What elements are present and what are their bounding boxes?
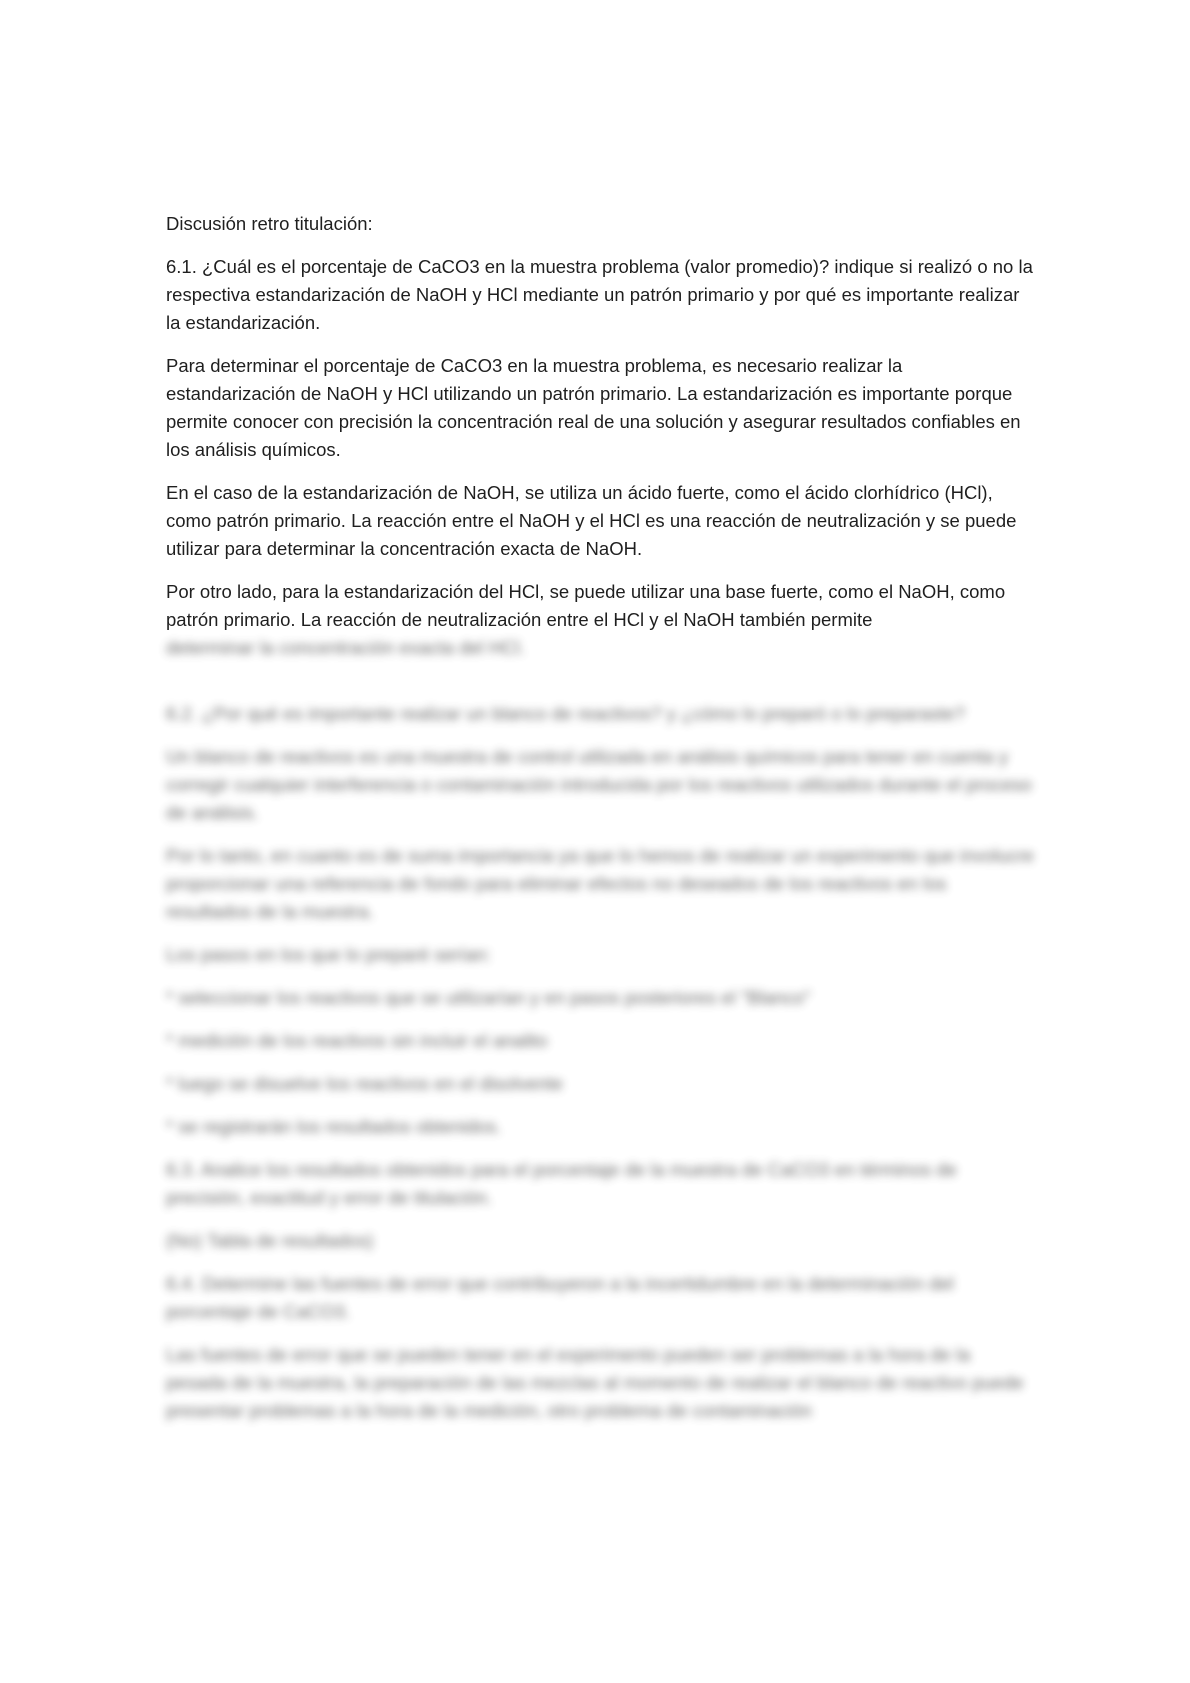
- question-6-2: 6.2. ¿Por qué es importante realizar un blanco de reactivos? y ¿cómo lo preparó o lo preparaste?: [166, 703, 966, 724]
- answer-6-2-paragraph-1: Un blanco de reactivos es una muestra de control utilizada en análisis químicos para tener en cuenta y corregir cualquier interferencia o contaminación introducida por los reactivos utilizados durante el proceso de análisis.: [166, 746, 1032, 823]
- step-item-2: * medición de los reactivos sin incluir el analito: [166, 1030, 548, 1051]
- section-heading: Discusión retro titulación:: [166, 213, 373, 234]
- answer-paragraph-1: Para determinar el porcentaje de CaCO3 en la muestra problema, es necesario realizar la estandarización de NaOH y HCl utilizando un patrón primario. La estandarización es importante porque permite conocer con precisión la concentración real de una solución y asegurar resultados confiables en los análisis químicos.: [166, 355, 1021, 460]
- step-item-1: * seleccionar los reactivos que se utilizarían y en pasos posteriores el "Blanco": [166, 987, 811, 1008]
- answer-6-3: (No) Tabla de resultados): [166, 1230, 374, 1251]
- question-6-4: 6.4. Determine las fuentes de error que contribuyeron a la incertidumbre en la determinación del porcentaje de CaCO3.: [166, 1273, 954, 1322]
- step-item-4: * se registrarán los resultados obtenidos.: [166, 1116, 502, 1137]
- document-page: [166, 210, 1036, 1440]
- question-6-3: 6.3. Analice los resultados obtenidos para el porcentaje de la muestra de CaCO3 en términos de precisión, exactitud y error de titulación.: [166, 1159, 957, 1208]
- answer-6-2-paragraph-3: Los pasos en los que lo preparé serían:: [166, 944, 491, 965]
- answer-6-4: Las fuentes de error que se pueden tener en el experimento pueden ser problemas a la hora de la pesada de la muestra, la preparación de las mezclas al momento de realizar el blanco de reactivo puede presentar problemas a la hora de la medición, otro problema de contaminación: [166, 1344, 1024, 1421]
- step-item-3: * luego se disuelve los reactivos en el disolvente: [166, 1073, 563, 1094]
- answer-paragraph-3: [166, 578, 1036, 662]
- answer-paragraph-3-visible: Por otro lado, para la estandarización del HCl, se puede utilizar una base fuerte, como el NaOH, como patrón primario. La reacción de neutralización entre el HCl y el NaOH también permite: [166, 581, 1006, 630]
- answer-paragraph-3-blurred: determinar la concentración exacta del HCl.: [166, 637, 525, 658]
- answer-6-2-paragraph-2: Por lo tanto, en cuanto es de suma importancia ya que lo hemos de realizar un experimento que involucre proporcionar una referencia de fondo para eliminar efectos no deseados de los reactivos en los resultados de la muestra.: [166, 845, 1034, 922]
- question-6-1: 6.1. ¿Cuál es el porcentaje de CaCO3 en la muestra problema (valor promedio)? indique si realizó o no la respectiva estandarización de NaOH y HCl mediante un patrón primario y por qué es importante realizar la estandarización.: [166, 256, 1033, 333]
- blurred-content: [166, 700, 1036, 1425]
- answer-paragraph-2: En el caso de la estandarización de NaOH, se utiliza un ácido fuerte, como el ácido clorhídrico (HCl), como patrón primario. La reacción entre el NaOH y el HCl es una reacción de neutralización y se puede utilizar para determinar la concentración exacta de NaOH.: [166, 482, 1017, 559]
- paragraph-gap: [166, 662, 1036, 700]
